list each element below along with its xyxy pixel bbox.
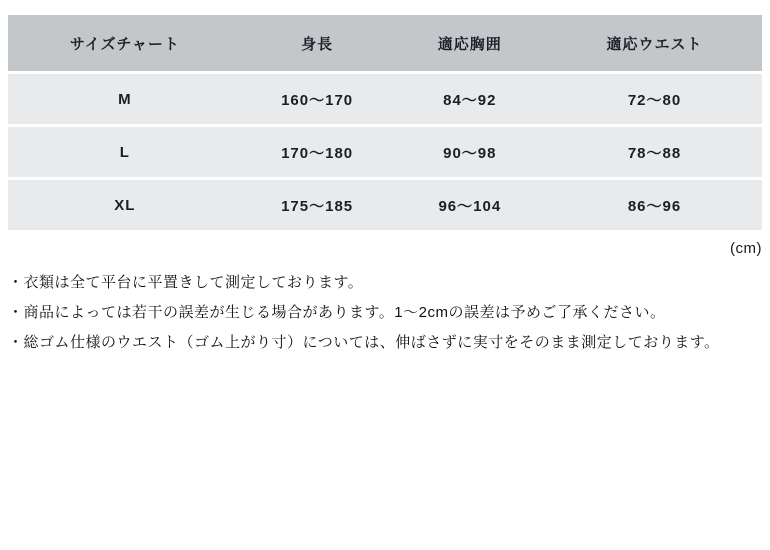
cell-height: 160〜170 bbox=[242, 74, 393, 124]
header-cell-size-chart: サイズチャート bbox=[8, 15, 242, 71]
cell-size: L bbox=[8, 127, 242, 177]
note-item-elastic-waist: ・総ゴム仕様のウエスト（ゴム上がり寸）については、伸ばさずに実寸をそのまま測定しております。 bbox=[8, 334, 720, 351]
table-row-m bbox=[8, 74, 762, 124]
cell-chest: 96〜104 bbox=[393, 180, 548, 230]
cell-waist: 72〜80 bbox=[547, 74, 762, 124]
notes-section bbox=[8, 268, 764, 358]
size-chart-table bbox=[8, 15, 762, 230]
table-row-l bbox=[8, 127, 762, 177]
table-header-row bbox=[8, 15, 762, 71]
cell-chest: 90〜98 bbox=[393, 127, 548, 177]
table-row-xl bbox=[8, 180, 762, 230]
note-item-flat-measure: ・衣類は全て平台に平置きして測定しております。 bbox=[8, 274, 364, 291]
unit-label: (cm) bbox=[730, 240, 762, 257]
header-cell-waist: 適応ウエスト bbox=[547, 15, 762, 71]
cell-chest: 84〜92 bbox=[393, 74, 548, 124]
header-cell-chest: 適応胸囲 bbox=[393, 15, 548, 71]
header-cell-height: 身長 bbox=[242, 15, 393, 71]
cell-waist: 78〜88 bbox=[547, 127, 762, 177]
note-item-tolerance: ・商品によっては若干の誤差が生じる場合があります。1〜2cmの誤差は予めご了承ください。 bbox=[8, 304, 666, 321]
cell-size: XL bbox=[8, 180, 242, 230]
cell-height: 170〜180 bbox=[242, 127, 393, 177]
cell-height: 175〜185 bbox=[242, 180, 393, 230]
cell-size: M bbox=[8, 74, 242, 124]
cell-waist: 86〜96 bbox=[547, 180, 762, 230]
